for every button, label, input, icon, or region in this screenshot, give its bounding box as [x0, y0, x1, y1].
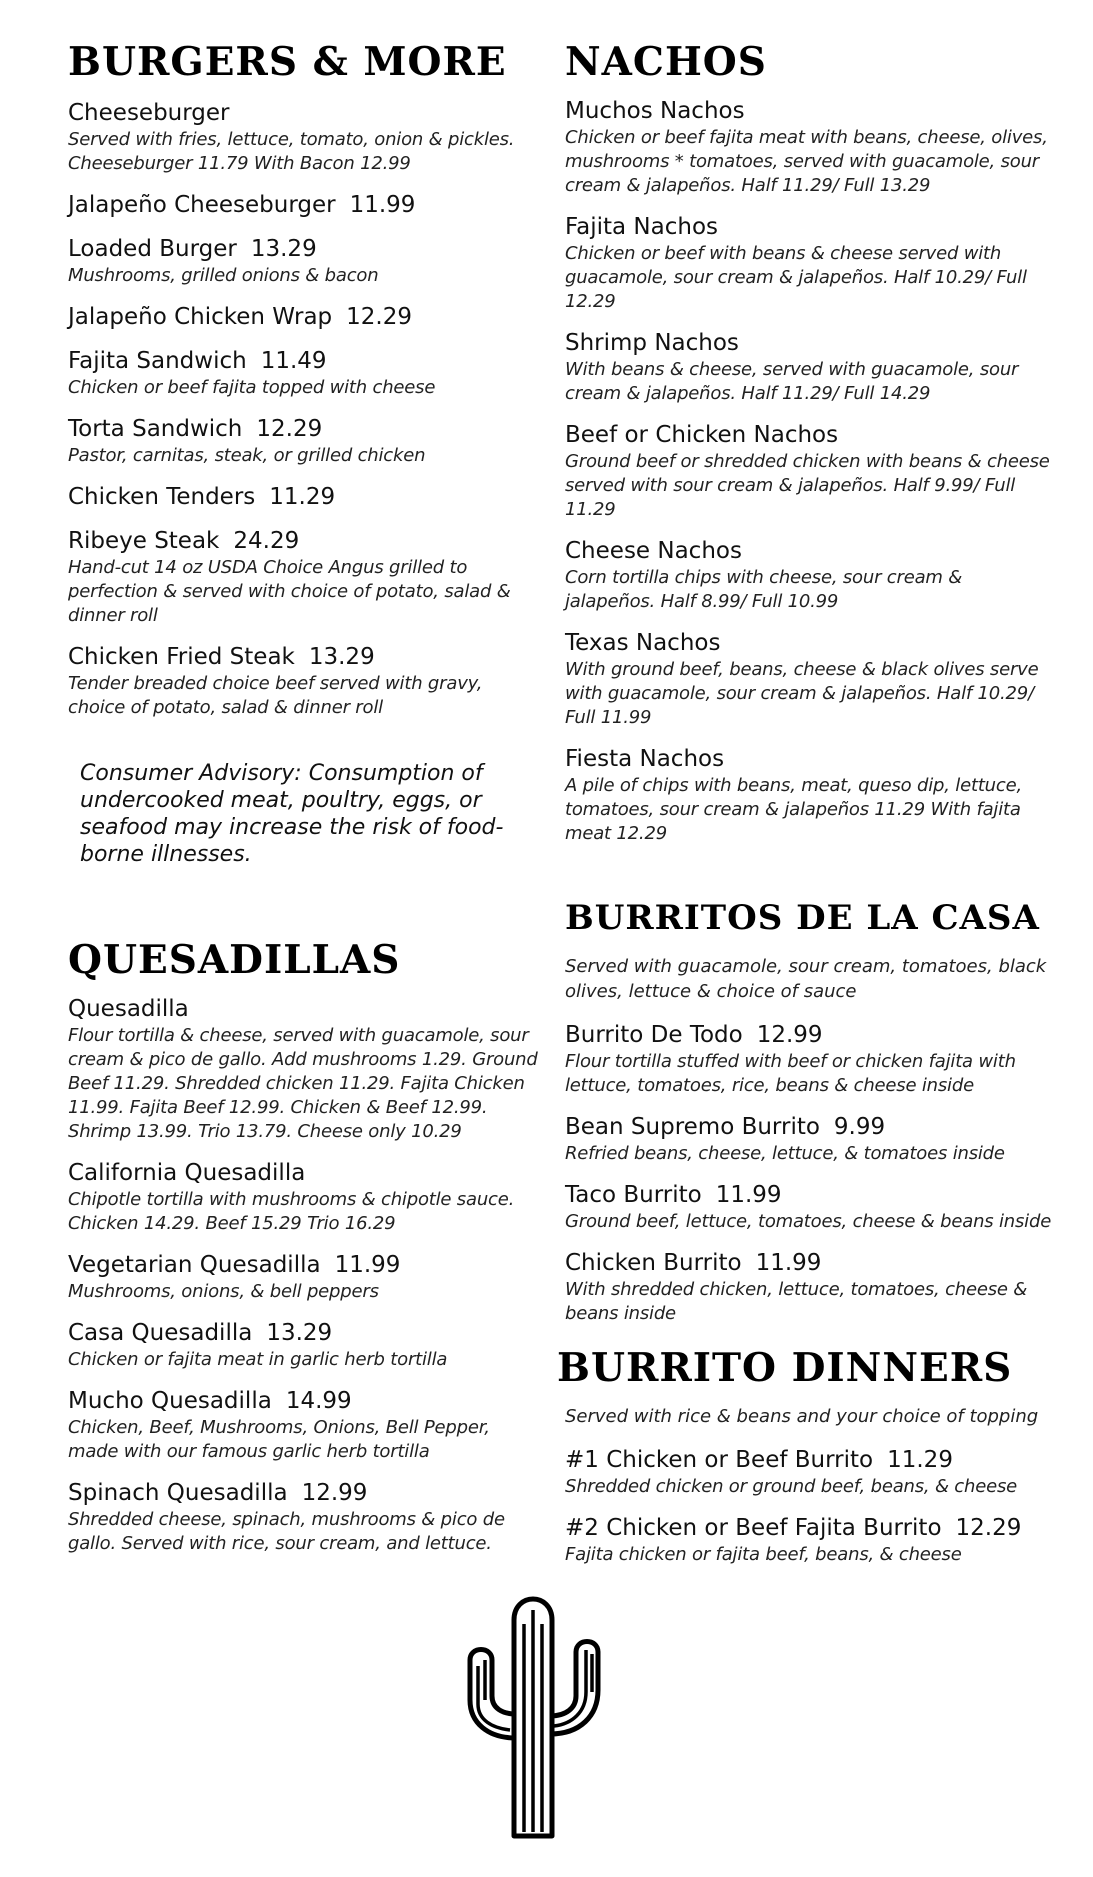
section-title-burritos-de-la-casa: BURRITOS DE LA CASA [565, 898, 1040, 938]
section-title-burrito-dinners: BURRITO DINNERS [557, 1345, 1013, 1391]
menu-item-price: 13.29 [308, 644, 375, 670]
menu-item [565, 1248, 1055, 1326]
menu-item-description: Refried beans, cheese, lettuce, & tomatoes inside [565, 1143, 1005, 1164]
menu-item-description: Shredded cheese, spinach, mushrooms & pico de gallo. Served with rice, sour cream, and lettuce. [68, 1509, 505, 1554]
menu-item [565, 1445, 1055, 1499]
menu-item-price: 12.29 [256, 416, 323, 442]
burgers-list [68, 98, 538, 720]
menu-item-description: Chicken or beef with beans & cheese served with guacamole, sour cream & jalapeños. Half 10.29/ Full 12.29 [565, 243, 1027, 312]
menu-item [565, 96, 1055, 198]
menu-item-description: With beans & cheese, served with guacamole, sour cream & jalapeños. Half 11.29/ Full 14.29 [565, 359, 1019, 404]
menu-item-heading [68, 1318, 538, 1348]
menu-item-name: #2 Chicken or Beef Fajita Burrito [565, 1515, 942, 1541]
menu-item [68, 482, 538, 512]
menu-item [68, 994, 538, 1144]
menu-item-description: Chicken or beef fajita meat with beans, cheese, olives, mushrooms * tomatoes, served with guacamole, sour cream & jalapeños. Half 11.29/ Full 13.29 [565, 127, 1048, 196]
section-nachos [565, 40, 1055, 846]
menu-item-heading [68, 98, 538, 128]
menu-item-description: Corn tortilla chips with cheese, sour cream & jalapeños. Half 8.99/ Full 10.99 [565, 567, 963, 612]
menu-item-price: 12.99 [301, 1480, 368, 1506]
menu-item [565, 328, 1055, 406]
burritos-casa-list [565, 1020, 1055, 1326]
menu-item-description: Flour tortilla stuffed with beef or chicken fajita with lettuce, tomatoes, rice, beans & cheese inside [565, 1051, 1016, 1096]
menu-item [68, 346, 538, 400]
menu-item-description: Pastor, carnitas, steak, or grilled chicken [68, 445, 426, 466]
menu-item-description: Ground beef, lettuce, tomatoes, cheese & beans inside [565, 1211, 1052, 1232]
menu-item-description: Mushrooms, grilled onions & bacon [68, 265, 379, 286]
menu-item-price: 12.29 [346, 304, 412, 330]
menu-item-price: 11.99 [349, 192, 416, 218]
menu-item [565, 628, 1055, 730]
section-burritos-de-la-casa [565, 898, 1055, 1326]
menu-item-heading [68, 482, 538, 512]
menu-item-description: Flour tortilla & cheese, served with guacamole, sour cream & pico de gallo. Add mushrooms 1.29. Ground Beef 11.29. Shredded chicken 11.29. Fajita Chicken 11.99. Fajita Beef 12.99. Chicken & Beef 12.99. Shrimp 13.99. Trio 13.79. Cheese only 10.29 [68, 1025, 538, 1142]
menu-item-name: Shrimp Nachos [565, 330, 739, 356]
menu-item-price: 12.99 [756, 1022, 823, 1048]
menu-item-heading [68, 1386, 538, 1416]
menu-item-heading [68, 526, 538, 556]
menu-item-price: 11.99 [334, 1252, 401, 1278]
menu-item-description: Tender breaded choice beef served with gravy, choice of potato, salad & dinner roll [68, 673, 483, 718]
menu-item-name: Beef or Chicken Nachos [565, 422, 839, 448]
menu-item [565, 212, 1055, 314]
menu-item-price: 13.29 [266, 1320, 333, 1346]
menu-item [68, 414, 538, 468]
menu-item-heading [68, 642, 538, 672]
menu-item [68, 234, 538, 288]
menu-item [565, 1180, 1055, 1234]
section-title-nachos: NACHOS [565, 39, 767, 85]
menu-item-description: With shredded chicken, lettuce, tomatoes, cheese & beans inside [565, 1279, 1028, 1324]
menu-item-name: Vegetarian Quesadilla [68, 1252, 321, 1278]
menu-item-heading [565, 420, 1055, 450]
nachos-list [565, 96, 1055, 846]
menu-item-heading [565, 1020, 1055, 1050]
section-burrito-dinners [557, 1346, 1055, 1567]
menu-item-price: 11.99 [755, 1250, 822, 1276]
menu-item-name: Fajita Sandwich [68, 348, 247, 374]
menu-item-name: Mucho Quesadilla [68, 1388, 272, 1414]
menu-item-heading [565, 536, 1055, 566]
menu-item-description: A pile of chips with beans, meat, queso dip, lettuce, tomatoes, sour cream & jalapeños 11.29 With fajita meat 12.29 [565, 775, 1022, 844]
menu-item [68, 98, 538, 176]
menu-item-heading [68, 1478, 538, 1508]
menu-item-name: Bean Supremo Burrito [565, 1114, 820, 1140]
menu-item-description: Chicken or fajita meat in garlic herb tortilla [68, 1349, 448, 1370]
menu-item-name: Chicken Fried Steak [68, 644, 295, 670]
menu-item-heading [565, 1248, 1055, 1278]
menu-item [565, 536, 1055, 614]
menu-item [565, 1020, 1055, 1098]
menu-item-heading [565, 744, 1055, 774]
menu-item-name: Casa Quesadilla [68, 1320, 253, 1346]
menu-item-name: #1 Chicken or Beef Burrito [565, 1447, 874, 1473]
menu-item-description: Served with fries, lettuce, tomato, onion & pickles. Cheeseburger 11.79 With Bacon 12.99 [68, 129, 515, 174]
menu-item-name: Loaded Burger [68, 236, 237, 262]
menu-item-price: 11.99 [715, 1182, 782, 1208]
menu-item-heading [68, 234, 538, 264]
menu-item-name: Texas Nachos [565, 630, 721, 656]
quesadillas-list [68, 994, 538, 1556]
menu-item-heading [68, 1250, 538, 1280]
menu-item-name: Chicken Burrito [565, 1250, 742, 1276]
menu-item-name: Chicken Tenders [68, 484, 256, 510]
section-title-quesadillas: QUESADILLAS [68, 937, 401, 983]
section-title-burgers: BURGERS & MORE [68, 39, 507, 85]
menu-item-heading [565, 328, 1055, 358]
menu-item-heading [565, 1445, 1055, 1475]
menu-item-heading [68, 346, 538, 376]
menu-item-heading [68, 190, 538, 220]
menu-item-heading [68, 302, 538, 332]
menu-item-name: California Quesadilla [68, 1160, 306, 1186]
menu-item-name: Jalapeño Cheeseburger [68, 192, 336, 218]
menu-item [68, 190, 538, 220]
menu-item-name: Taco Burrito [565, 1182, 702, 1208]
menu-item-price: 11.29 [887, 1447, 953, 1473]
menu-item-heading [565, 628, 1055, 658]
menu-item-name: Fajita Nachos [565, 214, 718, 240]
menu-item-description: Ground beef or shredded chicken with beans & cheese served with sour cream & jalapeños. Half 9.99/ Full 11.29 [565, 451, 1050, 520]
menu-item [68, 1158, 538, 1236]
menu-item-description: Shredded chicken or ground beef, beans, & cheese [565, 1476, 1018, 1497]
menu-item-heading [68, 994, 538, 1024]
menu-item [565, 1112, 1055, 1166]
menu-item-heading [565, 212, 1055, 242]
menu-item [68, 1386, 538, 1464]
section-quesadillas [68, 938, 538, 1556]
menu-item-name: Quesadilla [68, 996, 189, 1022]
menu-item [565, 744, 1055, 846]
menu-item-description: With ground beef, beans, cheese & black olives serve with guacamole, sour cream & jalapeños. Half 10.29/ Full 11.99 [565, 659, 1039, 728]
menu-item-name: Fiesta Nachos [565, 746, 725, 772]
menu-item-name: Torta Sandwich [68, 416, 243, 442]
menu-item-price: 11.49 [260, 348, 327, 374]
menu-item-name: Ribeye Steak [68, 528, 220, 554]
section-burgers [68, 40, 538, 868]
right-column [557, 39, 1055, 1581]
menu-item-price: 14.99 [285, 1388, 352, 1414]
menu-item-description: Hand-cut 14 oz USDA Choice Angus grilled to perfection & served with choice of potato, salad & dinner roll [68, 557, 511, 626]
menu-item-name: Muchos Nachos [565, 98, 745, 124]
menu-item [68, 1318, 538, 1372]
menu-item-heading [565, 96, 1055, 126]
menu-item-name: Cheeseburger [68, 100, 230, 126]
menu-item-heading [565, 1112, 1055, 1142]
menu-item-name: Cheese Nachos [565, 538, 742, 564]
cactus-icon [458, 1588, 608, 1840]
menu-item-price: 9.99 [833, 1114, 886, 1140]
burritos-casa-note: Served with guacamole, sour cream, tomatoes, black olives, lettuce & choice of sauce [565, 956, 1047, 1002]
burrito-dinners-list [565, 1445, 1055, 1567]
menu-item-price: 11.29 [269, 484, 336, 510]
menu-item-description: Fajita chicken or fajita beef, beans, & cheese [565, 1544, 962, 1565]
menu-item-description: Chipotle tortilla with mushrooms & chipotle sauce. Chicken 14.29. Beef 15.29 Trio 16.29 [68, 1189, 515, 1234]
burrito-dinners-note: Served with rice & beans and your choice of topping [565, 1406, 1039, 1427]
menu-item-price: 13.29 [250, 236, 317, 262]
menu-item-heading [565, 1513, 1055, 1543]
menu-item-heading [68, 1158, 538, 1188]
menu-item-name: Spinach Quesadilla [68, 1480, 288, 1506]
menu-item-name: Jalapeño Chicken Wrap [68, 304, 333, 330]
menu-item [68, 1478, 538, 1556]
menu-item [68, 526, 538, 628]
menu-item-description: Chicken or beef fajita topped with cheese [68, 377, 436, 398]
menu-item-description: Chicken, Beef, Mushrooms, Onions, Bell Pepper, made with our famous garlic herb tortilla [68, 1417, 490, 1462]
menu-item-name: Burrito De Todo [565, 1022, 743, 1048]
menu-item-price: 12.29 [955, 1515, 1022, 1541]
menu-item-description: Mushrooms, onions, & bell peppers [68, 1281, 379, 1302]
menu-item [68, 642, 538, 720]
consumer-advisory: Consumer Advisory: Consumption of undercooked meat, poultry, eggs, or seafood may increase the risk of food-borne illnesses. [80, 761, 504, 867]
menu-item [68, 302, 538, 332]
menu-item-heading [68, 414, 538, 444]
left-column [68, 40, 538, 1570]
menu-item-price: 24.29 [233, 528, 300, 554]
menu-item [565, 420, 1055, 522]
menu-item [565, 1513, 1055, 1567]
menu-item-heading [565, 1180, 1055, 1210]
menu-item [68, 1250, 538, 1304]
